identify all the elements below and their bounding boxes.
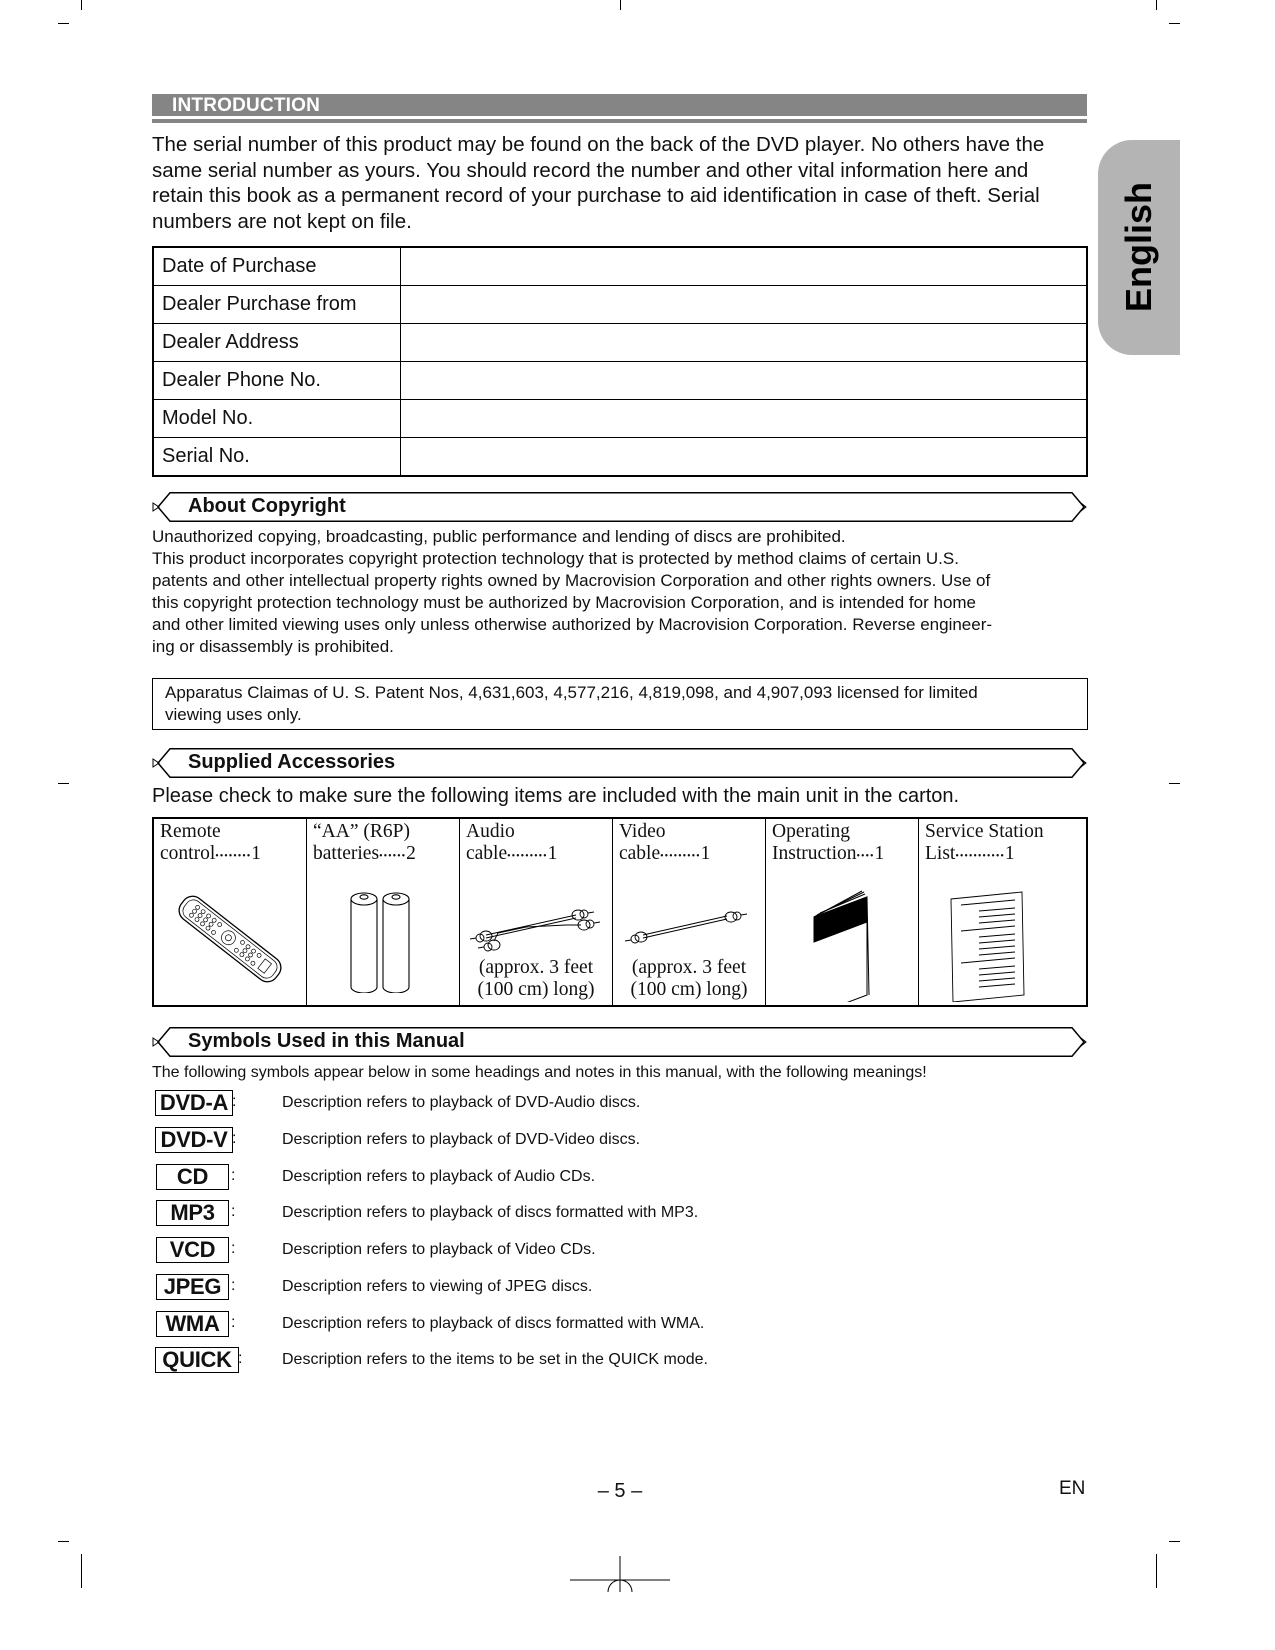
disc-type-badge: QUICK [155,1347,239,1373]
leader-dots: ••••••••• [660,851,701,862]
crop-mark [58,1541,69,1542]
crop-mark [81,0,82,10]
disc-type-badge: DVD-A [155,1090,233,1116]
crop-mark [1169,23,1180,24]
table-row [153,247,1087,286]
accessory-cell [153,818,307,1006]
symbols-intro: The following symbols appear below in some headings and notes in this manual, with the following meanings! [152,1064,927,1081]
separator: : [232,1130,237,1147]
separator: : [232,1093,237,1110]
batteries-icon [307,883,447,993]
row-label: Date of Purchase [153,247,401,286]
leader-dots: ••••••••••• [955,851,1005,862]
row-value-field[interactable] [401,362,1088,400]
leader-dots: •••••••• [215,851,252,862]
text-line: This product incorporates copyright protection technology that is protected by method claims of certain U.S. [152,549,959,568]
section-header-accessories [152,748,1087,778]
row-label: Model No. [153,400,401,438]
intro-paragraph [152,132,1087,234]
accessory-cell [766,818,919,1006]
accessory-quantity: 1 [700,843,711,864]
accessories-table [152,817,1088,1007]
accessory-name: Operating [772,821,850,842]
remote-control-icon [160,887,300,997]
copyright-text [152,526,1087,658]
disc-type-badge: MP3 [156,1200,229,1226]
manual-booklet-icon [772,877,912,1002]
text-line: The serial number of this product may be found on the back of the DVD player. No others have the [152,133,1045,156]
accessory-name: cable [466,843,508,864]
language-side-tab-label: English [1118,181,1159,313]
text-line: retain this book as a permanent record of your purchase to aid identification in case of theft. Serial [152,184,1040,207]
symbol-description: Description refers to viewing of JPEG discs. [282,1278,593,1295]
accessory-cell [307,818,460,1006]
crop-mark [1156,0,1157,10]
text-line: (approx. 3 feet [631,957,747,978]
row-value-field[interactable] [401,324,1088,362]
row-value-field[interactable] [401,400,1088,438]
symbol-description: Description refers to playback of Audio CDs. [282,1168,596,1185]
row-value-field[interactable] [401,438,1088,477]
disc-type-badge: JPEG [156,1274,229,1300]
section-title: Supplied Accessories [188,751,396,773]
text-line: Unauthorized copying, broadcasting, public performance and lending of discs are prohibited. [152,527,846,546]
accessory-note [460,957,612,1001]
accessory-quantity: 1 [251,843,261,864]
disc-type-badge: DVD-V [155,1127,233,1153]
crop-mark [1169,783,1180,784]
accessory-name: Video [619,821,666,842]
table-row [153,324,1087,362]
separator: : [231,1240,236,1257]
symbol-description: Description refers to playback of discs formatted with MP3. [282,1204,699,1221]
text-line: same serial number as yours. You should record the number and other vital information here and [152,158,1029,182]
purchase-record-table [152,246,1088,477]
accessories-intro: Please check to make sure the following items are included with the main unit in the carton. [152,785,960,807]
accessory-name: Instruction [772,843,857,864]
disc-type-badge: VCD [156,1237,229,1263]
row-label: Dealer Phone No. [153,362,401,400]
row-label: Dealer Address [153,324,401,362]
symbol-description: Description refers to playback of discs formatted with WMA. [282,1315,705,1332]
text-line: this copyright protection technology must be authorized by Macrovision Corporation, and is intended for home [152,593,977,612]
accessory-cell [919,818,1088,1006]
document-list-icon [919,877,1079,1002]
accessory-name: Remote [160,821,221,842]
language-code: EN [1059,1478,1086,1499]
section-title: Symbols Used in this Manual [188,1030,465,1052]
crop-mark [58,783,69,784]
separator: : [231,1277,236,1294]
accessory-cell [460,818,613,1006]
section-header-copyright [152,492,1087,522]
crop-mark [1169,1541,1180,1542]
accessory-cell [613,818,766,1006]
symbol-description: Description refers to playback of Video CDs. [282,1241,596,1258]
video-cable-icon [617,893,757,953]
separator: : [231,1314,236,1331]
symbol-description: Description refers to playback of DVD-Audio discs. [282,1094,641,1111]
crop-mark [81,1554,82,1588]
divider [152,119,1087,123]
table-row [153,818,1087,1006]
disc-type-badge: CD [156,1164,229,1190]
row-label: Dealer Purchase from [153,286,401,324]
accessory-name: control [160,843,216,864]
section-header-introduction [152,94,1087,116]
accessory-name: Service Station [925,821,1044,842]
section-title: About Copyright [188,495,346,517]
accessory-name: List [925,843,956,864]
accessory-name: Audio [466,821,515,842]
row-value-field[interactable] [401,247,1088,286]
crop-mark [1156,1554,1157,1588]
table-row [153,286,1087,324]
table-row [153,362,1087,400]
crop-mark [58,23,69,24]
text-line: ing or disassembly is prohibited. [152,637,394,656]
separator: : [231,1203,236,1220]
audio-cable-icon [466,893,606,953]
crop-mark [620,0,621,10]
registration-mark-icon [570,1556,670,1592]
table-row [153,400,1087,438]
row-label: Serial No. [153,438,401,477]
text-line: numbers are not kept on file. [152,209,412,233]
text-line: viewing uses only. [165,705,302,724]
accessory-quantity: 1 [874,843,885,864]
accessory-quantity: 2 [406,843,416,864]
separator: : [238,1350,243,1367]
leader-dots: ••••••••• [507,851,548,862]
section-header-symbols [152,1027,1087,1057]
section-title: INTRODUCTION [172,95,321,116]
disc-type-badge: WMA [156,1311,229,1337]
accessory-name: “AA” (R6P) [313,821,410,842]
text-line: and other limited viewing uses only unless otherwise authorized by Macrovision Corporation. Reverse engineer- [152,615,993,634]
page-number: – 5 – [597,1480,643,1502]
row-value-field[interactable] [401,286,1088,324]
leader-dots: •••••• [379,851,407,862]
table-row [153,438,1087,477]
separator: : [231,1167,236,1184]
text-line: Apparatus Claimas of U. S. Patent Nos, 4,631,603, 4,577,216, 4,819,098, and 4,907,093 licensed for limited [165,683,978,702]
accessory-quantity: 1 [547,843,558,864]
accessory-name: batteries [313,843,380,864]
text-line: (100 cm) long) [630,979,748,1000]
text-line: patents and other intellectual property rights owned by Macrovision Corporation and other rights owners. Use of [152,571,991,590]
accessory-note [613,957,765,1001]
accessory-name: cable [619,843,661,864]
text-line: (approx. 3 feet [478,957,594,978]
accessory-quantity: 1 [1004,843,1015,864]
leader-dots: •••• [856,851,875,862]
symbol-description: Description refers to playback of DVD-Video discs. [282,1131,641,1148]
patent-notice-box [152,678,1088,730]
language-side-tab [1098,140,1180,355]
symbol-description: Description refers to the items to be set in the QUICK mode. [282,1351,708,1368]
text-line: (100 cm) long) [477,979,595,1000]
